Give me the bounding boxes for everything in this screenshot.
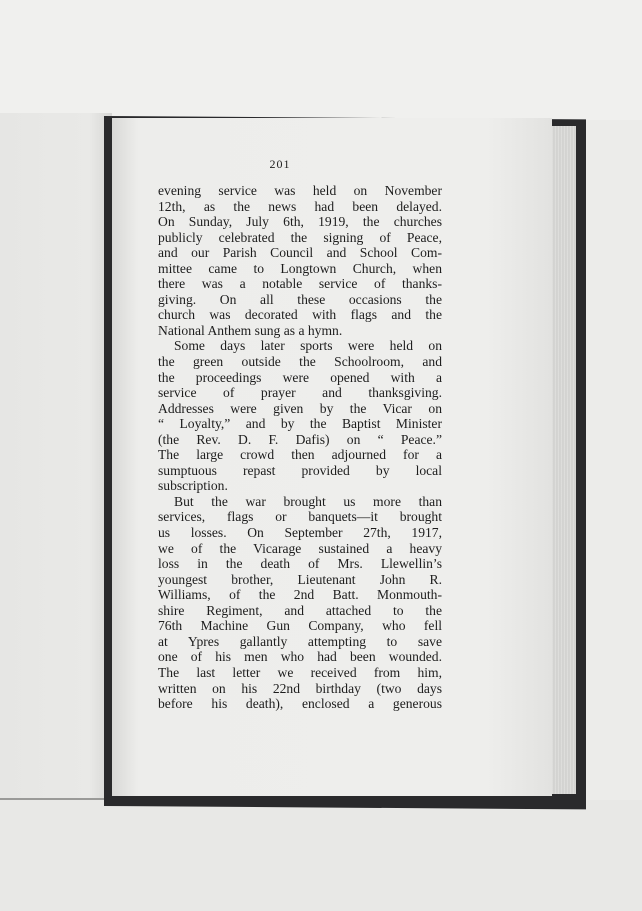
text-line: But the war brought us more than	[174, 493, 442, 509]
text-line: “ Loyalty,” and by the Baptist Minister	[158, 416, 442, 432]
text-line: us losses. On September 27th, 1917,	[158, 525, 442, 541]
text-line: On Sunday, July 6th, 1919, the churches	[158, 214, 442, 230]
text-line: services, flags or banquets—it brought	[158, 509, 442, 525]
text-line: service of prayer and thanksgiving.	[158, 385, 442, 401]
text-line: the proceedings were opened with a	[158, 369, 442, 385]
text-line: The last letter we received from him,	[158, 664, 442, 680]
text-line: evening service was held on November	[158, 183, 442, 198]
text-line: at Ypres gallantly attempting to save	[158, 633, 442, 649]
text-line: before his death), enclosed a generous	[158, 696, 442, 712]
text-line: publicly celebrated the signing of Peace,	[158, 229, 442, 245]
text-line: The large crowd then adjourned for a	[158, 447, 442, 463]
text-line: sumptuous repast provided by local	[158, 462, 442, 478]
body-text	[158, 183, 442, 712]
page-edges	[548, 126, 576, 794]
facing-page-left	[0, 113, 112, 800]
text-line: written on his 22nd birthday (two days	[158, 680, 442, 696]
text-line: one of his men who had been wounded.	[158, 649, 442, 665]
text-line: we of the Vicarage sustained a heavy	[158, 540, 442, 556]
text-line: youngest brother, Lieutenant John R.	[158, 571, 442, 587]
text-line: loss in the death of Mrs. Llewellin’s	[158, 556, 442, 572]
text-line: giving. On all these occasions the	[158, 291, 442, 307]
text-line: 76th Machine Gun Company, who fell	[158, 618, 442, 634]
text-line: National Anthem sung as a hymn.	[158, 322, 343, 338]
background-surface	[0, 0, 642, 120]
page-number: 201	[269, 157, 291, 171]
text-line: and our Parish Council and School Com-	[158, 245, 442, 261]
text-line: the green outside the Schoolroom, and	[158, 354, 442, 370]
table-surface	[0, 800, 642, 911]
text-line: Some days later sports were held on	[174, 338, 442, 354]
text-line: church was decorated with flags and the	[158, 307, 442, 323]
text-line: (the Rev. D. F. Dafis) on “ Peace.”	[158, 431, 442, 447]
text-line: there was a notable service of thanks-	[158, 276, 442, 292]
text-line: Addresses were given by the Vicar on	[158, 400, 442, 416]
text-line: subscription.	[158, 478, 228, 494]
text-line: shire Regiment, and attached to the	[158, 602, 442, 618]
text-line: 12th, as the news had been delayed.	[158, 198, 442, 214]
text-line: Williams, of the 2nd Batt. Monmouth-	[158, 587, 442, 603]
text-line: mittee came to Longtown Church, when	[158, 260, 442, 276]
